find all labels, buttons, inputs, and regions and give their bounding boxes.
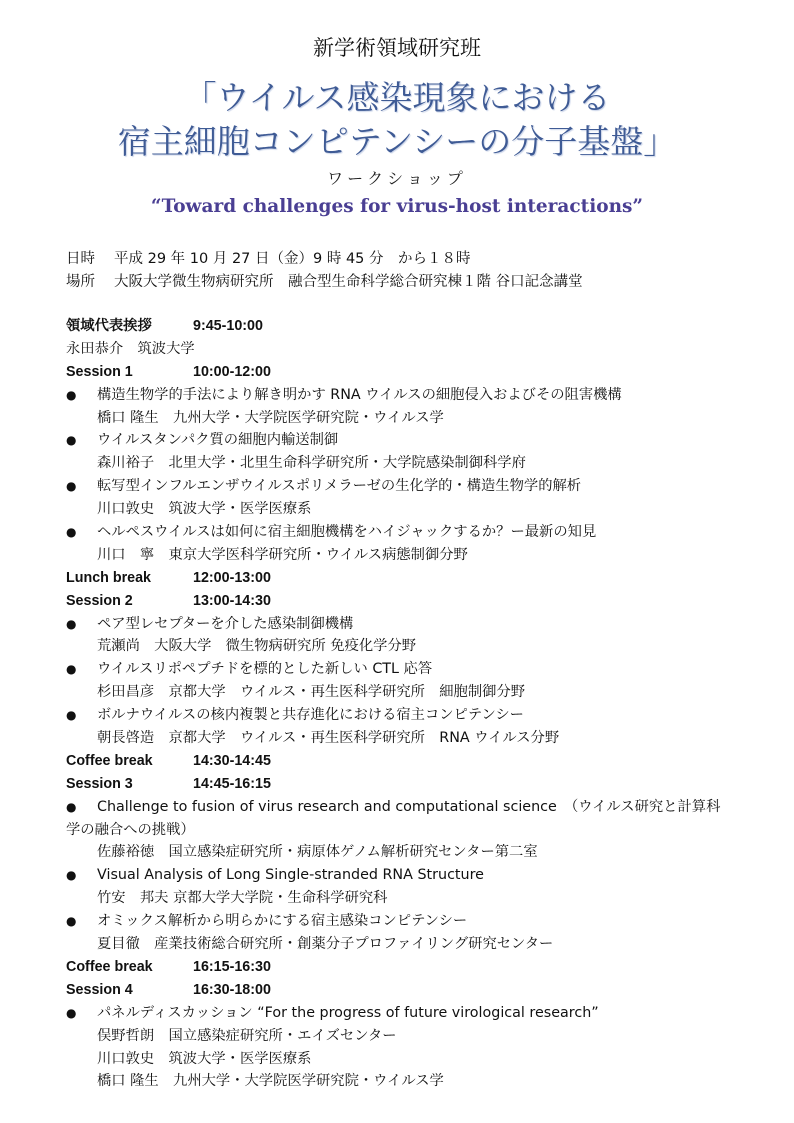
- bullet-icon: ●: [66, 799, 77, 814]
- session3-label: Session 3: [66, 775, 133, 792]
- session1-label: Session 1: [66, 363, 133, 380]
- talk-title-text: ウイルスリポペプチドを標的とした新しい CTL 応答: [97, 661, 433, 678]
- research-group-name: 新学術領域研究班: [313, 36, 481, 60]
- lunch-time: 12:00-13:00: [193, 569, 271, 586]
- talk-speaker: 橋口 隆生 九州大学・大学院医学研究院・ウイルス学: [97, 409, 444, 426]
- talk-title-text: 構造生物学的手法により解き明かす RNA ウイルスの細胞侵入およびその阻害機構: [97, 386, 622, 403]
- panel-title-text: パネルディスカッション “For the progress of future virological research”: [97, 1004, 599, 1021]
- talk-speaker: 佐藤裕徳 国立感染症研究所・病原体ゲノム解析研究センター第二室: [97, 844, 538, 861]
- session1-time: 10:00-12:00: [193, 363, 271, 380]
- talk-title: [66, 910, 756, 933]
- place-line: [66, 270, 583, 291]
- talk-speaker: 夏目徹 産業技術総合研究所・創薬分子プロファイリング研究センター: [97, 936, 554, 953]
- workshop-subtitle: “Toward challenges for virus-host interactions”: [150, 196, 644, 217]
- talk-title-text: ペア型レセプターを介した感染制御機構: [97, 615, 354, 632]
- session4-time: 16:30-18:00: [193, 981, 271, 998]
- panel-title: [66, 1002, 756, 1025]
- talk-title-text: 転写型インフルエンザウイルスポリメラーゼの生化学的・構造生物学的解析: [97, 478, 582, 495]
- talk-speaker: 荒瀬尚 大阪大学 微生物病研究所 免疫化学分野: [97, 638, 417, 655]
- talk-title-text: ボルナウイルスの核内複製と共存進化における宿主コンピテンシー: [97, 707, 524, 724]
- place-value: 大阪大学微生物病研究所 融合型生命科学総合研究棟１階 谷口記念講堂: [114, 274, 583, 290]
- bullet-icon: ●: [66, 708, 77, 723]
- opening-label: 領域代表挨拶: [66, 318, 152, 334]
- coffee-break-2-label: Coffee break: [66, 958, 153, 975]
- session3-time: 14:45-16:15: [193, 775, 271, 792]
- session2-time: 13:00-14:30: [193, 592, 271, 609]
- talk-title: [66, 429, 756, 452]
- bullet-icon: ●: [66, 479, 77, 494]
- opening-speaker: 永田恭介 筑波大学: [66, 340, 195, 357]
- program-schedule: [66, 315, 756, 1093]
- coffee-break-1-time: 14:30-14:45: [193, 752, 271, 769]
- workshop-label: ワークショップ: [327, 169, 467, 188]
- talk-title-text: ヘルペスウイルスは如何に宿主細胞機構をハイジャックするか？ー最新の知見: [97, 524, 597, 541]
- talk-speaker: 竹安 邦夫 京都大学大学院・生命科学研究科: [97, 890, 388, 907]
- main-title-line2: 宿主細胞コンピテンシーの分子基盤」: [117, 122, 677, 161]
- panelist: 川口敦史 筑波大学・医学医療系: [97, 1050, 312, 1067]
- date-line: [66, 247, 471, 268]
- talk-title: [66, 384, 756, 407]
- talk-title: [66, 864, 756, 887]
- talk-title-text: ウイルスタンパク質の細胞内輸送制御: [97, 432, 339, 449]
- coffee-break-1-label: Coffee break: [66, 752, 153, 769]
- talk-title: [66, 521, 756, 544]
- session1-heading: [66, 361, 756, 384]
- talk-speaker: 朝長啓造 京都大学 ウイルス・再生医科学研究所 RNA ウイルス分野: [97, 730, 560, 747]
- opening-time: 9:45-10:00: [193, 318, 263, 334]
- talk-speaker: 森川裕子 北里大学・北里生命科学研究所・大学院感染制御科学府: [97, 455, 526, 472]
- coffee-break-2-heading: [66, 956, 756, 979]
- talk-title: [66, 704, 756, 727]
- session4-label: Session 4: [66, 981, 133, 998]
- date-value: 平成 29 年 10 月 27 日（金）9 時 45 分 から１８時: [114, 251, 471, 267]
- date-label: 日時: [66, 251, 95, 267]
- bullet-icon: ●: [66, 525, 77, 540]
- lunch-label: Lunch break: [66, 569, 152, 586]
- session2-heading: [66, 590, 756, 613]
- opening-heading: [66, 315, 756, 338]
- talk-title-continuation: 学の融合への挑戦）: [66, 821, 195, 838]
- panelist: 橋口 隆生 九州大学・大学院医学研究院・ウイルス学: [97, 1073, 444, 1090]
- place-label: 場所: [66, 274, 95, 290]
- talk-title-text: Visual Analysis of Long Single-stranded RNA Structure: [97, 867, 484, 884]
- talk-speaker: 杉田昌彦 京都大学 ウイルス・再生医科学研究所 細胞制御分野: [97, 684, 526, 701]
- talk-title: [66, 658, 756, 681]
- session2-label: Session 2: [66, 592, 133, 609]
- talk-speaker: 川口敦史 筑波大学・医学医療系: [97, 501, 312, 518]
- panelist: 俣野哲朗 国立感染症研究所・エイズセンター: [97, 1027, 397, 1044]
- main-title-line1: 「ウイルス感染現象における: [183, 78, 611, 117]
- coffee-break-2-time: 16:15-16:30: [193, 958, 271, 975]
- bullet-icon: ●: [66, 1005, 77, 1020]
- talk-title: [66, 475, 756, 498]
- talk-title: [66, 613, 756, 636]
- coffee-break-1-heading: [66, 750, 756, 773]
- bullet-icon: ●: [66, 868, 77, 883]
- bullet-icon: ●: [66, 662, 77, 677]
- bullet-icon: ●: [66, 387, 77, 402]
- session3-heading: [66, 773, 756, 796]
- session4-heading: [66, 979, 756, 1002]
- bullet-icon: ●: [66, 914, 77, 929]
- talk-speaker: 川口 寧 東京大学医科学研究所・ウイルス病態制御分野: [97, 546, 468, 563]
- talk-title-text: オミックス解析から明らかにする宿主感染コンピテンシー: [97, 913, 468, 930]
- talk-title: [66, 796, 756, 819]
- bullet-icon: ●: [66, 616, 77, 631]
- bullet-icon: ●: [66, 433, 77, 448]
- talk-title-text: Challenge to fusion of virus research and computational science （ウイルス研究と計算科: [97, 798, 721, 815]
- lunch-heading: [66, 567, 756, 590]
